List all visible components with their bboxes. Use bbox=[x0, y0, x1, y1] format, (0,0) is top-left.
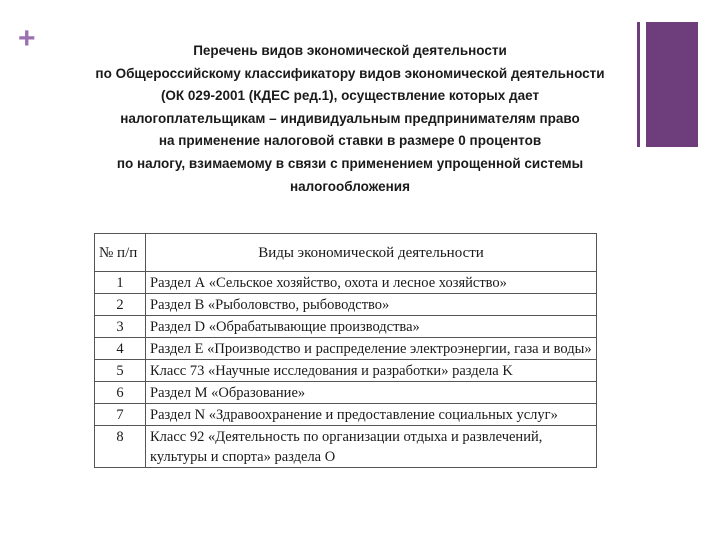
table-row bbox=[95, 426, 597, 468]
row-activity: Раздел N «Здравоохранение и предоставление социальных услуг» bbox=[146, 404, 597, 426]
row-number: 8 bbox=[95, 426, 146, 468]
decorative-block bbox=[646, 22, 698, 147]
table-header-row bbox=[95, 234, 597, 272]
table-row bbox=[95, 272, 597, 294]
heading-line: по налогу, взимаемому в связи с применением упрощенной системы bbox=[116, 155, 584, 171]
table-row bbox=[95, 338, 597, 360]
heading-line: налогообложения bbox=[290, 178, 410, 194]
row-activity: Класс 73 «Научные исследования и разработки» раздела K bbox=[146, 360, 597, 382]
table-row bbox=[95, 294, 597, 316]
row-number: 2 bbox=[95, 294, 146, 316]
row-number: 4 bbox=[95, 338, 146, 360]
row-activity: Класс 92 «Деятельность по организации отдыха и развлечений, культуры и спорта» раздела O bbox=[146, 426, 597, 468]
table-row bbox=[95, 382, 597, 404]
row-number: 3 bbox=[95, 316, 146, 338]
heading-line: на применение налоговой ставки в размере 0 процентов bbox=[158, 133, 542, 149]
table-row bbox=[95, 404, 597, 426]
document-heading bbox=[90, 40, 610, 198]
column-header-activity: Виды экономической деятельности bbox=[146, 234, 597, 272]
heading-line: по Общероссийскому классификатору видов экономической деятельности bbox=[95, 65, 605, 81]
heading-line: налогоплательщикам – индивидуальным предпринимателям право bbox=[120, 110, 580, 126]
row-number: 1 bbox=[95, 272, 146, 294]
row-activity: Раздел M «Образование» bbox=[146, 382, 597, 404]
plus-icon: + bbox=[18, 22, 36, 55]
row-number: 7 bbox=[95, 404, 146, 426]
heading-line: Перечень видов экономической деятельности bbox=[193, 43, 507, 58]
row-activity: Раздел E «Производство и распределение электроэнергии, газа и воды» bbox=[146, 338, 597, 360]
table-row bbox=[95, 360, 597, 382]
table-row bbox=[95, 316, 597, 338]
row-activity: Раздел А «Сельское хозяйство, охота и лесное хозяйство» bbox=[146, 272, 597, 294]
row-number: 6 bbox=[95, 382, 146, 404]
row-activity: Раздел B «Рыболовство, рыбоводство» bbox=[146, 294, 597, 316]
activity-table bbox=[94, 233, 597, 468]
row-activity: Раздел D «Обрабатывающие производства» bbox=[146, 316, 597, 338]
heading-line: (ОК 029-2001 (КДЕС ред.1), осуществление которых дает bbox=[160, 88, 540, 104]
decorative-line bbox=[637, 22, 640, 147]
row-number: 5 bbox=[95, 360, 146, 382]
column-header-number: № п/п bbox=[95, 234, 146, 272]
